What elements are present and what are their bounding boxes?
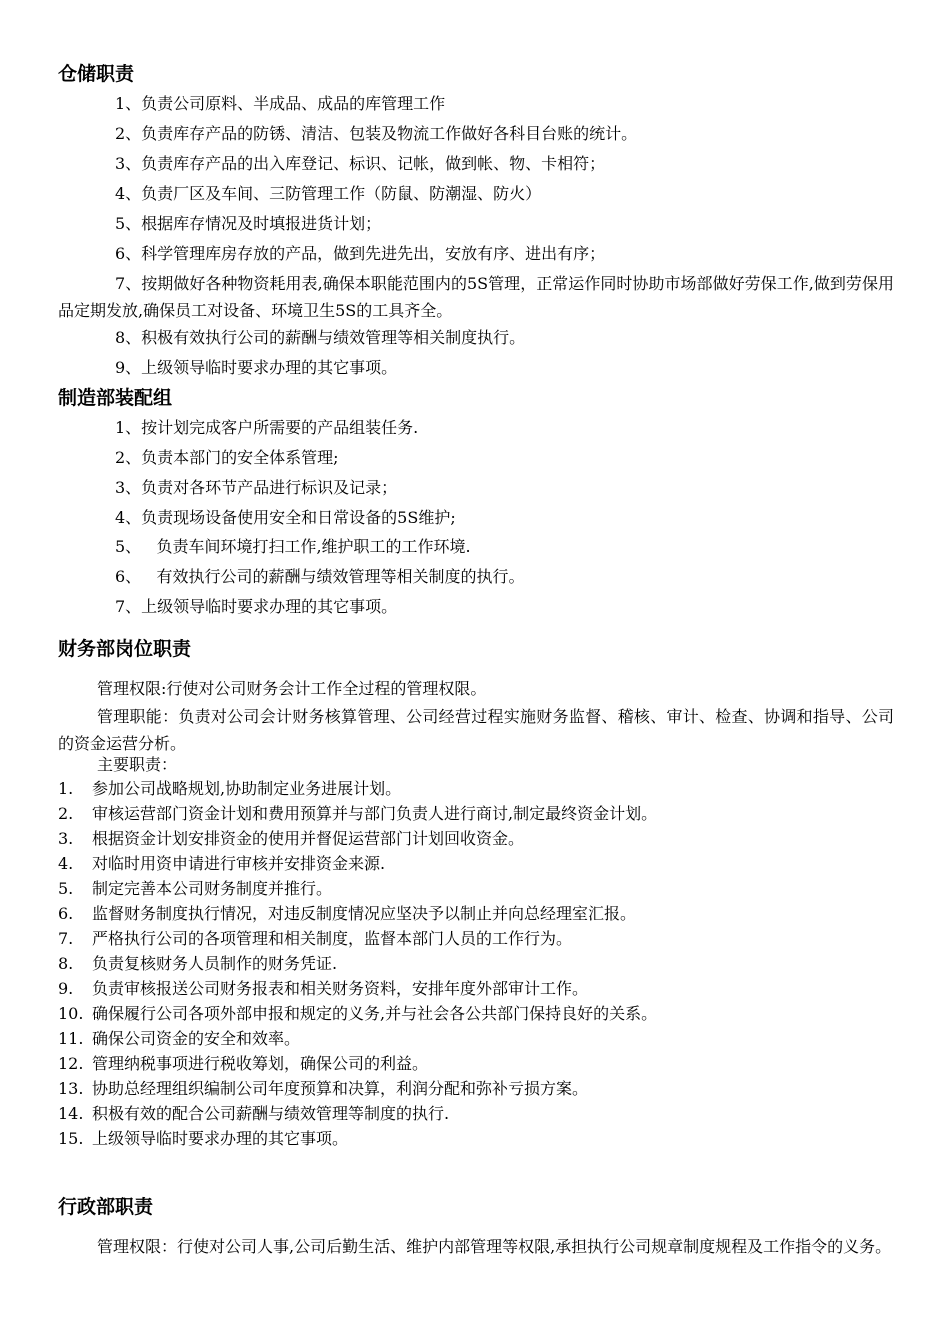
- storage-item-6: 6、科学管理库房存放的产品，做到先进先出，安放有序、进出有序；: [115, 244, 606, 263]
- finance-duty-1: 1. 参加公司战略规划,协助制定业务进展计划。: [58, 779, 402, 798]
- storage-item-1: 1、负责公司原料、半成品、成品的库管理工作: [115, 94, 446, 113]
- assembly-item-3: 3、负责对各环节产品进行标识及记录；: [115, 478, 398, 497]
- finance-duty-5: 5. 制定完善本公司财务制度并推行。: [58, 879, 333, 898]
- assembly-item-2: 2、负责本部门的安全体系管理;: [115, 448, 339, 467]
- finance-duty-10: 10. 确保履行公司各项外部申报和规定的义务,并与社会各公共部门保持良好的关系。: [58, 1004, 658, 1023]
- finance-duty-9: 9. 负责审核报送公司财务报表和相关财务资料，安排年度外部审计工作。: [58, 979, 589, 998]
- finance-duty-4: 4. 对临时用资申请进行审核并安排资金来源.: [58, 854, 386, 873]
- storage-item-7: 7、按期做好各种物资耗用表,确保本职能范围内的5S管理，正常运作同时协助市场部做好劳保工作,做到劳保用品定期发放,确保员工对设备、环境卫生5S的工具齐全。: [58, 274, 894, 320]
- finance-duty-6: 6. 监督财务制度执行情况，对违反制度情况应坚决予以制止并向总经理室汇报。: [58, 904, 637, 923]
- storage-item-2: 2、负责库存产品的防锈、清洁、包装及物流工作做好各科目台账的统计。: [115, 124, 638, 143]
- assembly-item-4: 4、负责现场设备使用安全和日常设备的5S维护;: [115, 508, 456, 527]
- finance-function: 管理职能：负责对公司会计财务核算管理、公司经营过程实施财务监督、稽核、审计、检查、协调和指导、公司的资金运营分析。: [58, 707, 894, 753]
- finance-duty-15: 15. 上级领导临时要求办理的其它事项。: [58, 1129, 349, 1148]
- section-title-admin: 行政部职责: [58, 1196, 154, 1218]
- assembly-item-7: 7、上级领导临时要求办理的其它事项。: [115, 597, 398, 616]
- assembly-item-1: 1、按计划完成客户所需要的产品组装任务.: [115, 418, 419, 437]
- finance-duty-2: 2. 审核运营部门资金计划和费用预算并与部门负责人进行商讨,制定最终资金计划。: [58, 804, 658, 823]
- storage-item-9: 9、上级领导临时要求办理的其它事项。: [115, 358, 398, 377]
- finance-duty-7: 7. 严格执行公司的各项管理和相关制度，监督本部门人员的工作行为。: [58, 929, 573, 948]
- finance-authority: 管理权限:行使对公司财务会计工作全过程的管理权限。: [97, 679, 487, 698]
- finance-duty-12: 12. 管理纳税事项进行税收筹划，确保公司的利益。: [58, 1054, 429, 1073]
- finance-duty-14: 14. 积极有效的配合公司薪酬与绩效管理等制度的执行.: [58, 1104, 450, 1123]
- storage-item-8: 8、积极有效执行公司的薪酬与绩效管理等相关制度执行。: [115, 328, 526, 347]
- section-title-finance: 财务部岗位职责: [58, 638, 192, 660]
- assembly-item-6: 6、 有效执行公司的薪酬与绩效管理等相关制度的执行。: [115, 567, 525, 586]
- section-title-assembly: 制造部装配组: [58, 387, 173, 409]
- finance-duty-3: 3. 根据资金计划安排资金的使用并督促运营部门计划回收资金。: [58, 829, 525, 848]
- storage-item-5: 5、根据库存情况及时填报进货计划；: [115, 214, 382, 233]
- section-title-storage: 仓储职责: [58, 63, 135, 85]
- finance-duty-13: 13. 协助总经理组织编制公司年度预算和决算，利润分配和弥补亏损方案。: [58, 1079, 589, 1098]
- storage-item-3: 3、负责库存产品的出入库登记、标识、记帐，做到帐、物、卡相符；: [115, 154, 606, 173]
- admin-authority: 管理权限：行使对公司人事,公司后勤生活、维护内部管理等权限,承担执行公司规章制度规程及工作指令的义务。: [97, 1237, 892, 1256]
- finance-duty-11: 11. 确保公司资金的安全和效率。: [58, 1029, 301, 1048]
- assembly-item-5: 5、 负责车间环境打扫工作,维护职工的工作环境.: [115, 537, 471, 556]
- storage-item-4: 4、负责厂区及车间、三防管理工作（防鼠、防潮湿、防火）: [115, 184, 542, 203]
- finance-duty-8: 8. 负责复核财务人员制作的财务凭证.: [58, 954, 338, 973]
- finance-main-label: 主要职责：: [97, 755, 178, 774]
